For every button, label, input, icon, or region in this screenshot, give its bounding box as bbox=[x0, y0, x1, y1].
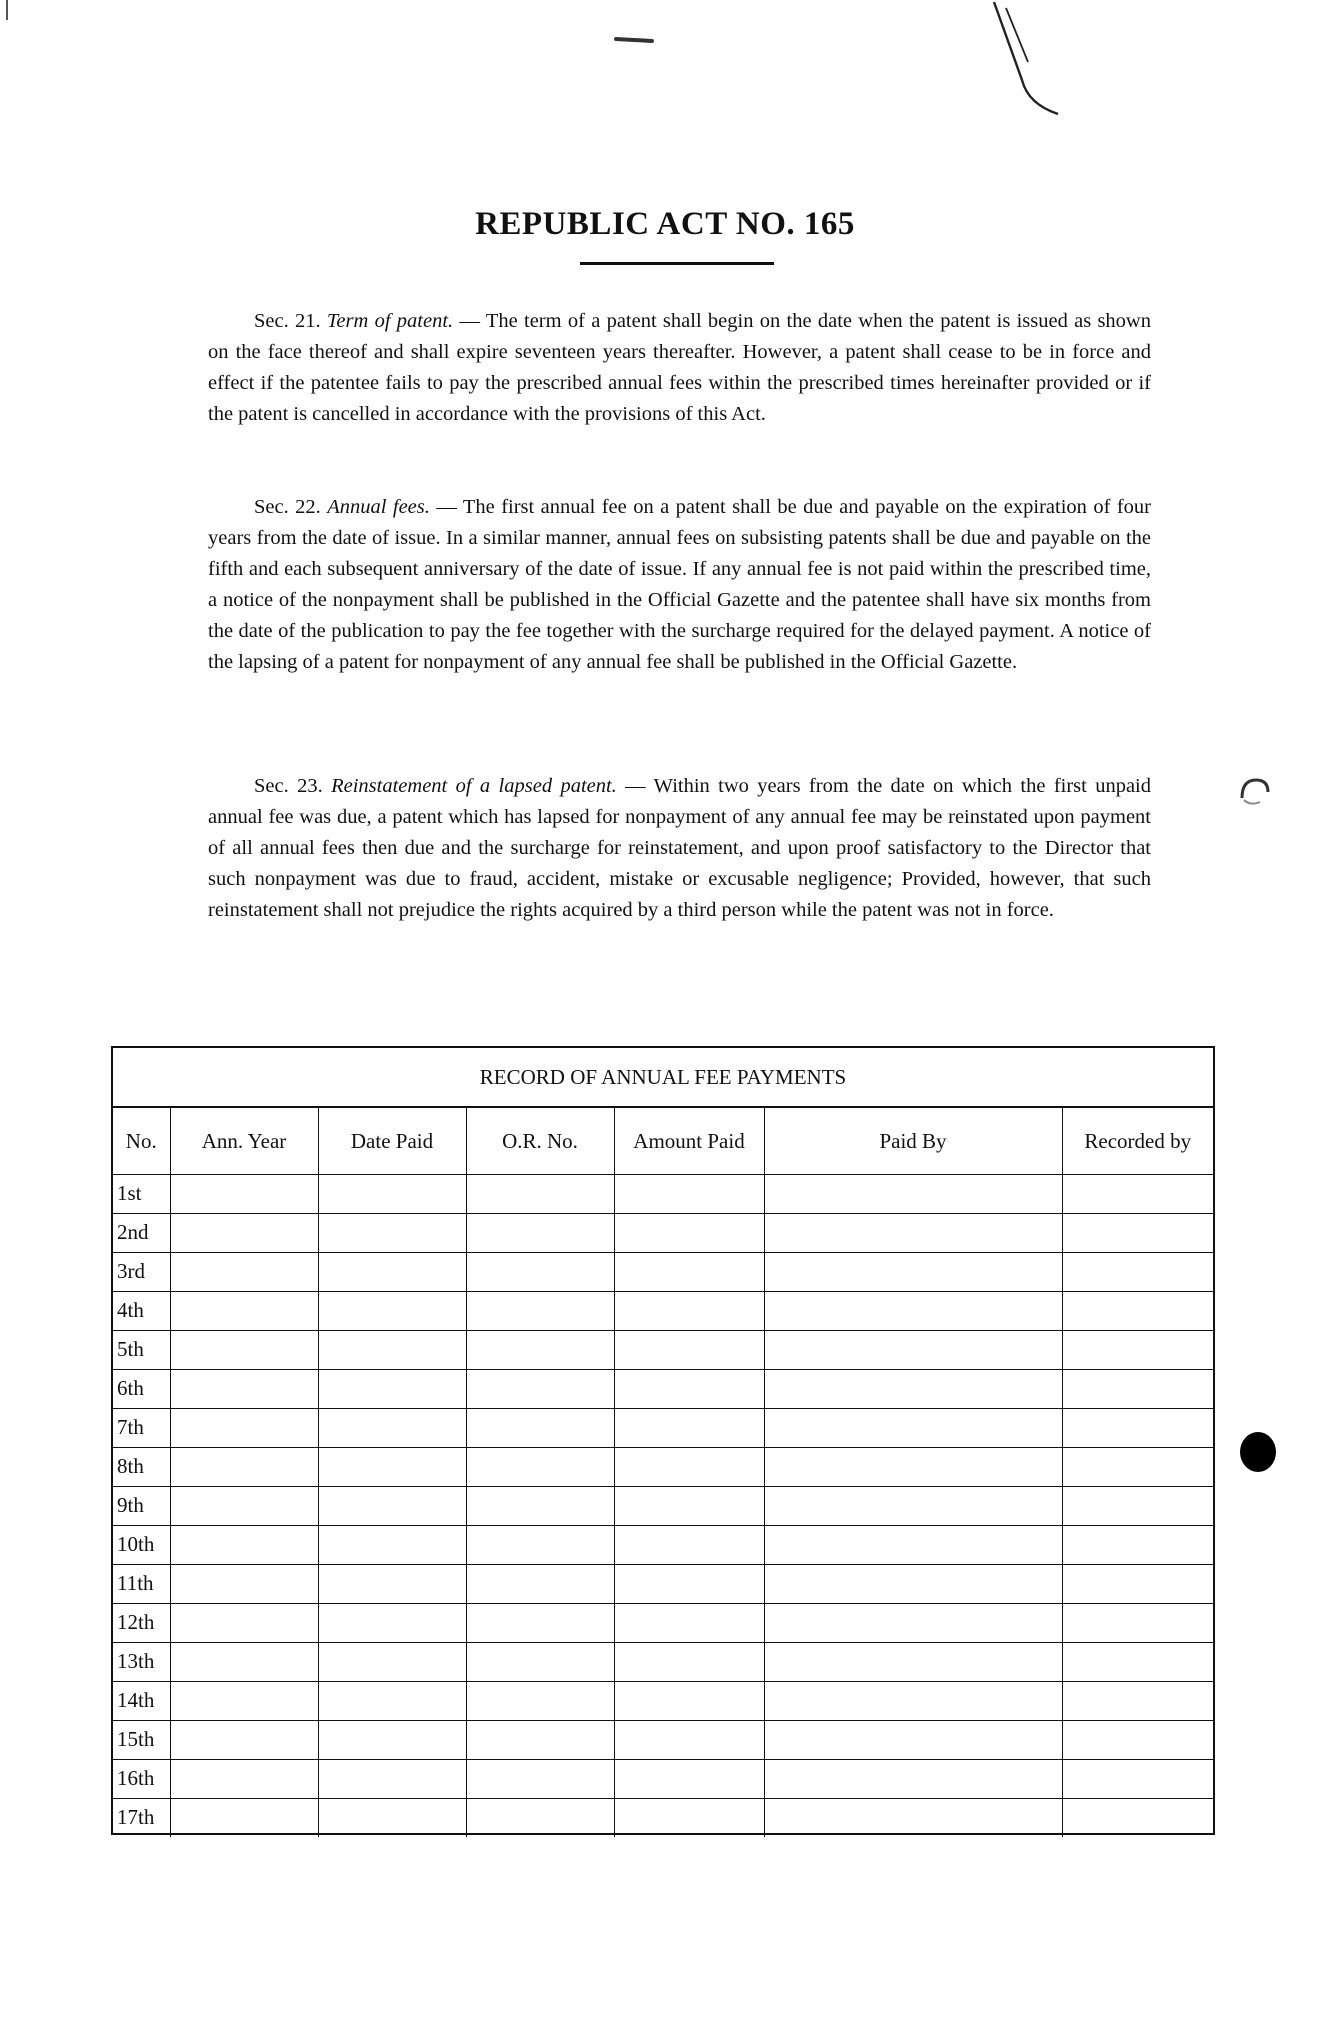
row-number: 15th bbox=[113, 1720, 170, 1759]
blank-entry-cell bbox=[1062, 1798, 1213, 1837]
row-number: 12th bbox=[113, 1603, 170, 1642]
blank-entry-cell bbox=[170, 1759, 318, 1798]
blank-entry-cell bbox=[466, 1642, 614, 1681]
blank-entry-cell bbox=[318, 1525, 466, 1564]
row-number: 16th bbox=[113, 1759, 170, 1798]
section-heading: Annual fees. bbox=[327, 496, 430, 518]
blank-entry-cell bbox=[170, 1252, 318, 1291]
column-header: Amount Paid bbox=[614, 1108, 764, 1174]
blank-entry-cell bbox=[318, 1681, 466, 1720]
table-body bbox=[113, 1174, 1213, 1837]
blank-entry-cell bbox=[614, 1369, 764, 1408]
blank-entry-cell bbox=[318, 1447, 466, 1486]
section-heading: Reinstatement of a lapsed patent. bbox=[331, 775, 617, 797]
blank-entry-cell bbox=[1062, 1486, 1213, 1525]
blank-entry-cell bbox=[614, 1447, 764, 1486]
blank-entry-cell bbox=[1062, 1642, 1213, 1681]
row-number: 13th bbox=[113, 1642, 170, 1681]
section-text: — Within two years from the date on which the first unpaid annual fee was due, a patent which has lapsed for nonpayment of any annual fee may be reinstated upon payment of all annual fees then due and the surcharge for reinstatement, and upon proof satisfactory to the Director that such nonpayment was due to fraud, accident, mistake or excusable negligence; Provided, however, that such reinstatement shall not prejudice the rights acquired by a third person while the patent was not in force. bbox=[208, 775, 1152, 921]
section-number: Sec. 21. bbox=[254, 310, 321, 332]
row-number: 6th bbox=[113, 1369, 170, 1408]
column-header: Recorded by bbox=[1062, 1108, 1213, 1174]
blank-entry-cell bbox=[1062, 1759, 1213, 1798]
table-row bbox=[113, 1330, 1213, 1369]
row-number: 1st bbox=[113, 1174, 170, 1213]
column-header: O.R. No. bbox=[466, 1108, 614, 1174]
blank-entry-cell bbox=[170, 1213, 318, 1252]
blank-entry-cell bbox=[764, 1291, 1062, 1330]
blank-entry-cell bbox=[170, 1525, 318, 1564]
table-row bbox=[113, 1291, 1213, 1330]
blank-entry-cell bbox=[170, 1291, 318, 1330]
blank-entry-cell bbox=[764, 1486, 1062, 1525]
section-heading: Term of patent. bbox=[326, 310, 454, 332]
blank-entry-cell bbox=[318, 1369, 466, 1408]
document-title: REPUBLIC ACT NO. 165 bbox=[475, 206, 855, 242]
blank-entry-cell bbox=[764, 1369, 1062, 1408]
table-row bbox=[113, 1642, 1213, 1681]
blank-entry-cell bbox=[466, 1720, 614, 1759]
blank-entry-cell bbox=[318, 1408, 466, 1447]
blank-entry-cell bbox=[614, 1642, 764, 1681]
section-text: — The first annual fee on a patent shall be due and payable on the expiration of four years from the date of issue. In a similar manner, annual fees on subsisting patents shall be due and payable on the fifth and each subsequent anniversary of the date of issue. If any annual fee is not paid within the prescribed time, a notice of the nonpayment shall be published in the Official Gazette and the patentee shall have six months from the date of the publication to pay the fee together with the surcharge required for the delayed payment. A notice of the lapsing of a patent for nonpayment of any annual fee shall be published in the Official Gazette. bbox=[208, 496, 1151, 673]
blank-entry-cell bbox=[318, 1603, 466, 1642]
blank-entry-cell bbox=[318, 1759, 466, 1798]
column-header: No. bbox=[113, 1108, 170, 1174]
table-caption: RECORD OF ANNUAL FEE PAYMENTS bbox=[113, 1048, 1213, 1108]
blank-entry-cell bbox=[764, 1681, 1062, 1720]
table-row bbox=[113, 1447, 1213, 1486]
table-row bbox=[113, 1759, 1213, 1798]
blank-entry-cell bbox=[1062, 1525, 1213, 1564]
table-row bbox=[113, 1486, 1213, 1525]
blank-entry-cell bbox=[764, 1174, 1062, 1213]
blank-entry-cell bbox=[1062, 1369, 1213, 1408]
blank-entry-cell bbox=[170, 1408, 318, 1447]
section-23 bbox=[208, 771, 1151, 926]
title-underline bbox=[580, 262, 774, 265]
blank-entry-cell bbox=[764, 1759, 1062, 1798]
row-number: 5th bbox=[113, 1330, 170, 1369]
blank-entry-cell bbox=[764, 1642, 1062, 1681]
column-header: Date Paid bbox=[318, 1108, 466, 1174]
blank-entry-cell bbox=[466, 1486, 614, 1525]
blank-entry-cell bbox=[466, 1213, 614, 1252]
blank-entry-cell bbox=[318, 1291, 466, 1330]
table-row bbox=[113, 1564, 1213, 1603]
blank-entry-cell bbox=[614, 1486, 764, 1525]
row-number: 4th bbox=[113, 1291, 170, 1330]
fee-payment-table bbox=[113, 1108, 1213, 1837]
blank-entry-cell bbox=[614, 1720, 764, 1759]
blank-entry-cell bbox=[614, 1408, 764, 1447]
table-row bbox=[113, 1252, 1213, 1291]
blank-entry-cell bbox=[614, 1525, 764, 1564]
table-row bbox=[113, 1525, 1213, 1564]
blank-entry-cell bbox=[1062, 1174, 1213, 1213]
section-number: Sec. 22. bbox=[254, 496, 321, 518]
blank-entry-cell bbox=[318, 1720, 466, 1759]
blank-entry-cell bbox=[170, 1486, 318, 1525]
blank-entry-cell bbox=[764, 1798, 1062, 1837]
blank-entry-cell bbox=[1062, 1447, 1213, 1486]
blank-entry-cell bbox=[466, 1759, 614, 1798]
blank-entry-cell bbox=[466, 1291, 614, 1330]
table-header-row bbox=[113, 1108, 1213, 1174]
blank-entry-cell bbox=[1062, 1213, 1213, 1252]
scan-dash-mark bbox=[614, 37, 654, 43]
blank-entry-cell bbox=[466, 1681, 614, 1720]
blank-entry-cell bbox=[466, 1603, 614, 1642]
table-row bbox=[113, 1720, 1213, 1759]
row-number: 11th bbox=[113, 1564, 170, 1603]
scan-edge-mark bbox=[6, 0, 8, 20]
blank-entry-cell bbox=[318, 1252, 466, 1291]
row-number: 14th bbox=[113, 1681, 170, 1720]
blank-entry-cell bbox=[318, 1486, 466, 1525]
table-row bbox=[113, 1603, 1213, 1642]
blank-entry-cell bbox=[466, 1330, 614, 1369]
pen-check-mark bbox=[992, 0, 1066, 126]
blank-entry-cell bbox=[318, 1174, 466, 1213]
column-header: Paid By bbox=[764, 1108, 1062, 1174]
punch-hole-dot bbox=[1240, 1432, 1276, 1472]
blank-entry-cell bbox=[170, 1447, 318, 1486]
blank-entry-cell bbox=[170, 1564, 318, 1603]
blank-entry-cell bbox=[1062, 1564, 1213, 1603]
blank-entry-cell bbox=[318, 1213, 466, 1252]
blank-entry-cell bbox=[318, 1564, 466, 1603]
row-number: 17th bbox=[113, 1798, 170, 1837]
blank-entry-cell bbox=[466, 1564, 614, 1603]
blank-entry-cell bbox=[764, 1603, 1062, 1642]
punch-hole-mark bbox=[1238, 776, 1272, 808]
section-number: Sec. 23. bbox=[254, 775, 323, 797]
blank-entry-cell bbox=[1062, 1720, 1213, 1759]
row-number: 7th bbox=[113, 1408, 170, 1447]
blank-entry-cell bbox=[614, 1798, 764, 1837]
blank-entry-cell bbox=[1062, 1681, 1213, 1720]
blank-entry-cell bbox=[466, 1408, 614, 1447]
blank-entry-cell bbox=[466, 1369, 614, 1408]
section-text: — The term of a patent shall begin on the date when the patent is issued as shown on the face thereof and shall expire seventeen years thereafter. However, a patent shall cease to be in force and effect if the patentee fails to pay the prescribed annual fees within the prescribed times hereinafter provided or if the patent is cancelled in accordance with the provisions of this Act. bbox=[208, 310, 1151, 425]
blank-entry-cell bbox=[614, 1564, 764, 1603]
blank-entry-cell bbox=[764, 1252, 1062, 1291]
blank-entry-cell bbox=[1062, 1603, 1213, 1642]
row-number: 10th bbox=[113, 1525, 170, 1564]
row-number: 2nd bbox=[113, 1213, 170, 1252]
blank-entry-cell bbox=[170, 1330, 318, 1369]
blank-entry-cell bbox=[318, 1330, 466, 1369]
blank-entry-cell bbox=[614, 1291, 764, 1330]
blank-entry-cell bbox=[1062, 1291, 1213, 1330]
blank-entry-cell bbox=[170, 1681, 318, 1720]
blank-entry-cell bbox=[764, 1330, 1062, 1369]
table-row bbox=[113, 1681, 1213, 1720]
blank-entry-cell bbox=[764, 1213, 1062, 1252]
table-row bbox=[113, 1798, 1213, 1837]
blank-entry-cell bbox=[614, 1252, 764, 1291]
blank-entry-cell bbox=[764, 1564, 1062, 1603]
table-row bbox=[113, 1369, 1213, 1408]
blank-entry-cell bbox=[170, 1642, 318, 1681]
blank-entry-cell bbox=[170, 1603, 318, 1642]
column-header: Ann. Year bbox=[170, 1108, 318, 1174]
section-21 bbox=[208, 306, 1151, 430]
blank-entry-cell bbox=[466, 1174, 614, 1213]
blank-entry-cell bbox=[614, 1603, 764, 1642]
blank-entry-cell bbox=[614, 1759, 764, 1798]
section-22 bbox=[208, 492, 1151, 678]
blank-entry-cell bbox=[170, 1369, 318, 1408]
blank-entry-cell bbox=[170, 1720, 318, 1759]
blank-entry-cell bbox=[614, 1213, 764, 1252]
row-number: 9th bbox=[113, 1486, 170, 1525]
blank-entry-cell bbox=[764, 1408, 1062, 1447]
blank-entry-cell bbox=[170, 1174, 318, 1213]
blank-entry-cell bbox=[466, 1798, 614, 1837]
blank-entry-cell bbox=[1062, 1408, 1213, 1447]
table-row bbox=[113, 1213, 1213, 1252]
blank-entry-cell bbox=[466, 1447, 614, 1486]
blank-entry-cell bbox=[170, 1798, 318, 1837]
blank-entry-cell bbox=[466, 1252, 614, 1291]
blank-entry-cell bbox=[764, 1720, 1062, 1759]
blank-entry-cell bbox=[318, 1642, 466, 1681]
row-number: 8th bbox=[113, 1447, 170, 1486]
blank-entry-cell bbox=[764, 1525, 1062, 1564]
row-number: 3rd bbox=[113, 1252, 170, 1291]
blank-entry-cell bbox=[614, 1330, 764, 1369]
blank-entry-cell bbox=[1062, 1252, 1213, 1291]
blank-entry-cell bbox=[614, 1174, 764, 1213]
table-row bbox=[113, 1174, 1213, 1213]
blank-entry-cell bbox=[1062, 1330, 1213, 1369]
blank-entry-cell bbox=[764, 1447, 1062, 1486]
blank-entry-cell bbox=[318, 1798, 466, 1837]
table-row bbox=[113, 1408, 1213, 1447]
blank-entry-cell bbox=[466, 1525, 614, 1564]
blank-entry-cell bbox=[614, 1681, 764, 1720]
fee-payment-record bbox=[111, 1046, 1215, 1835]
